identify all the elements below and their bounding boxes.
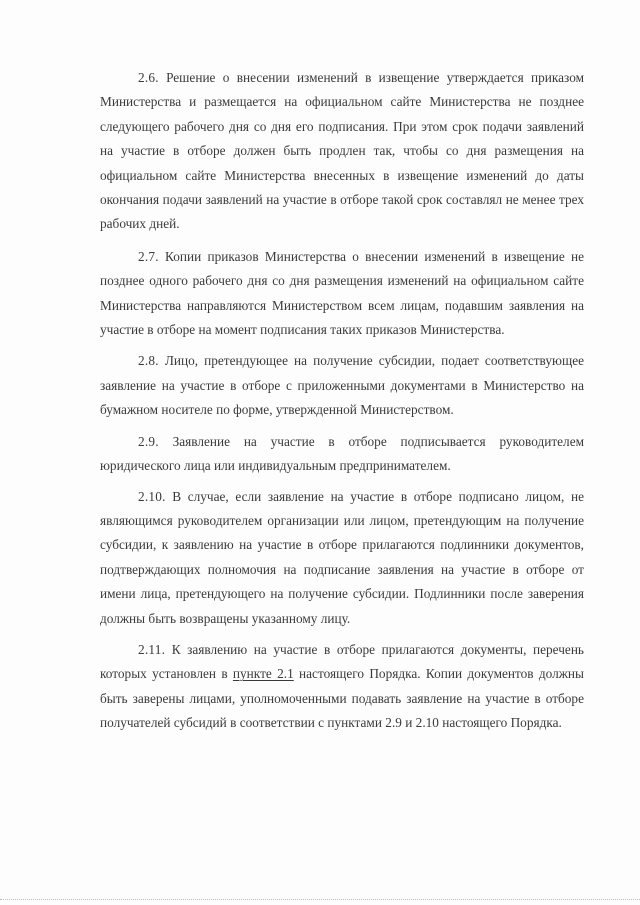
paragraph-2-7 <box>100 245 584 343</box>
document-body <box>100 66 584 736</box>
paragraph-number: 2.11. <box>138 641 166 657</box>
paragraph-number: 2.7. <box>138 248 159 264</box>
paragraph-2-10 <box>100 485 584 631</box>
page-bottom-divider <box>0 899 640 900</box>
paragraph-2-9 <box>100 430 584 479</box>
paragraph-text: Копии приказов Министерства о внесении изменений в извещение не позднее одного рабочего дня со дня размещения изменений на официальном сайте Министерства направляются Министерством всем лицам, подавшим заявления на участие в отборе на момент подписания таких приказов Министерства. <box>100 248 584 338</box>
paragraph-text-before-link: К заявлению на участие в отборе прилагаются документы, перечень которых установлен в <box>100 641 584 682</box>
paragraph-number: 2.9. <box>138 433 159 449</box>
paragraph-text: Лицо, претендующее на получение субсидии, подает соответствующее заявление на участие в отборе с приложенными документами в Министерство на бумажном носителе по форме, утвержденной Министерством. <box>100 353 584 418</box>
paragraph-number: 2.8. <box>138 353 159 369</box>
paragraph-text: В случае, если заявление на участие в отборе подписано лицом, не являющимся руководителем организации или лицом, претендующим на получение субсидии, к заявлению на участие в отборе прилагаются подлинники документов, подтверждающих полномочия на подписание заявления на участие в отборе от имени лица, претендующего на получение субсидии. Подлинники после заверения должны быть возвращены указанному лицу. <box>100 488 584 626</box>
paragraph-2-6 <box>100 66 584 237</box>
paragraph-number: 2.6. <box>138 70 159 85</box>
paragraph-2-8 <box>100 349 584 422</box>
paragraph-number: 2.10. <box>138 488 166 504</box>
paragraph-2-11 <box>100 638 584 736</box>
paragraph-text: Заявление на участие в отборе подписывается руководителем юридического лица или индивидуальным предпринимателем. <box>100 433 585 474</box>
paragraph-text: Решение о внесении изменений в извещение утверждается приказом Министерства и размещается на официальном сайте Министерства не позднее следующего рабочего дня со дня его подписания. При этом срок подачи заявлений на участие в отборе должен быть продлен так, чтобы со дня размещения на официальном сайте Министерства внесенных в извещение изменений до даты окончания подачи заявлений на участие в отборе такой срок составлял не менее трех рабочих дней. <box>100 70 585 232</box>
reference-link-punkt-2-1[interactable]: пункте 2.1 <box>232 666 294 682</box>
paragraph-text-after-link: настоящего Порядка. Копии документов должны быть заверены лицами, уполномоченными подавать заявление на участие в отборе получателей субсидий в соответствии с пунктами 2.9 и 2.10 настоящего Порядка. <box>100 666 584 731</box>
